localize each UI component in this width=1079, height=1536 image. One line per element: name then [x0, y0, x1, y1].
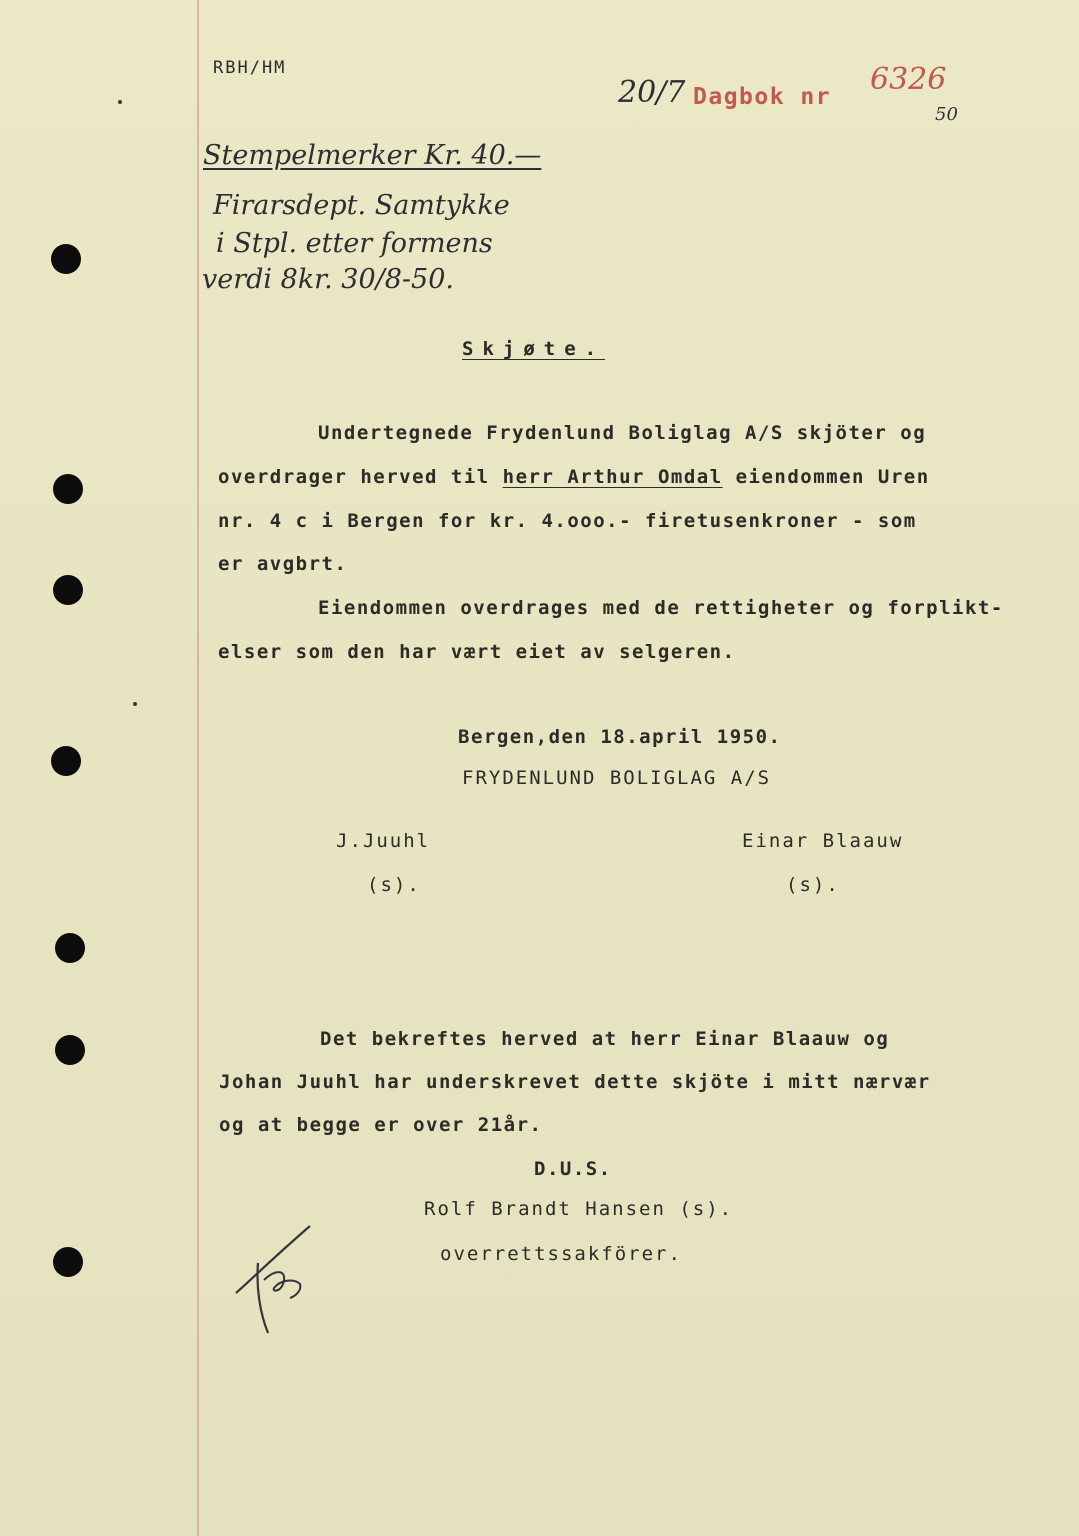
margin-rule: [197, 0, 199, 1536]
speck: [118, 100, 122, 104]
company-name: FRYDENLUND BOLIGLAG A/S: [462, 767, 772, 789]
signatory-right-signed: (s).: [786, 874, 840, 896]
signatory-left-signed: (s).: [367, 874, 421, 896]
handwritten-initials: [228, 1218, 318, 1338]
handwritten-date: 20/7: [618, 75, 686, 110]
confirmation-line: Johan Juuhl har underskrevet dette skjöte i mitt nærvær: [219, 1071, 931, 1093]
punch-hole: [51, 746, 81, 776]
body-line: [218, 466, 930, 488]
document-title: Skjøte.: [462, 338, 606, 360]
punch-hole: [53, 1247, 83, 1277]
punch-hole: [55, 933, 85, 963]
stamp-note-line2: Firarsdept. Samtykke: [213, 190, 510, 221]
body-line-part: eiendommen Uren: [722, 466, 930, 488]
punch-hole: [51, 244, 81, 274]
confirmation-line: Det bekreftes herved at herr Einar Blaauw og: [320, 1028, 890, 1050]
body-line: nr. 4 c i Bergen for kr. 4.ooo.- firetusenkroner - som: [218, 510, 917, 532]
punch-hole: [53, 474, 83, 504]
reference-code: RBH/HM: [213, 58, 287, 78]
dus-label: D.U.S.: [534, 1158, 612, 1180]
speck: [133, 702, 137, 706]
buyer-name: herr Arthur Omdal: [502, 466, 723, 488]
attorney-title: overrettssakförer.: [440, 1243, 682, 1265]
body-line: Eiendommen overdrages med de rettigheter og forplikt-: [318, 597, 1004, 619]
dagbok-stamp-label: Dagbok nr: [693, 84, 832, 110]
dagbok-year: 50: [935, 104, 958, 125]
attorney-name: Rolf Brandt Hansen (s).: [424, 1198, 734, 1220]
place-date: Bergen,den 18.april 1950.: [458, 726, 782, 748]
body-line: Undertegnede Frydenlund Boliglag A/S skjöter og: [318, 422, 927, 444]
signatory-left-name: J.Juuhl: [336, 830, 431, 852]
punch-hole: [55, 1035, 85, 1065]
signatory-right-name: Einar Blaauw: [742, 830, 904, 852]
body-line: elser som den har vært eiet av selgeren.: [218, 641, 736, 663]
dagbok-number: 6326: [870, 62, 947, 97]
stamp-note-line1: Stempelmerker Kr. 40.—: [203, 140, 542, 171]
punch-hole: [53, 575, 83, 605]
stamp-note-line4: verdi 8kr. 30/8-50.: [202, 264, 454, 295]
body-line-part: overdrager herved til: [218, 466, 503, 488]
confirmation-line: og at begge er over 21år.: [219, 1114, 543, 1136]
stamp-note-line3: i Stpl. etter formens: [216, 228, 493, 259]
body-line: er avgbrt.: [218, 553, 348, 575]
